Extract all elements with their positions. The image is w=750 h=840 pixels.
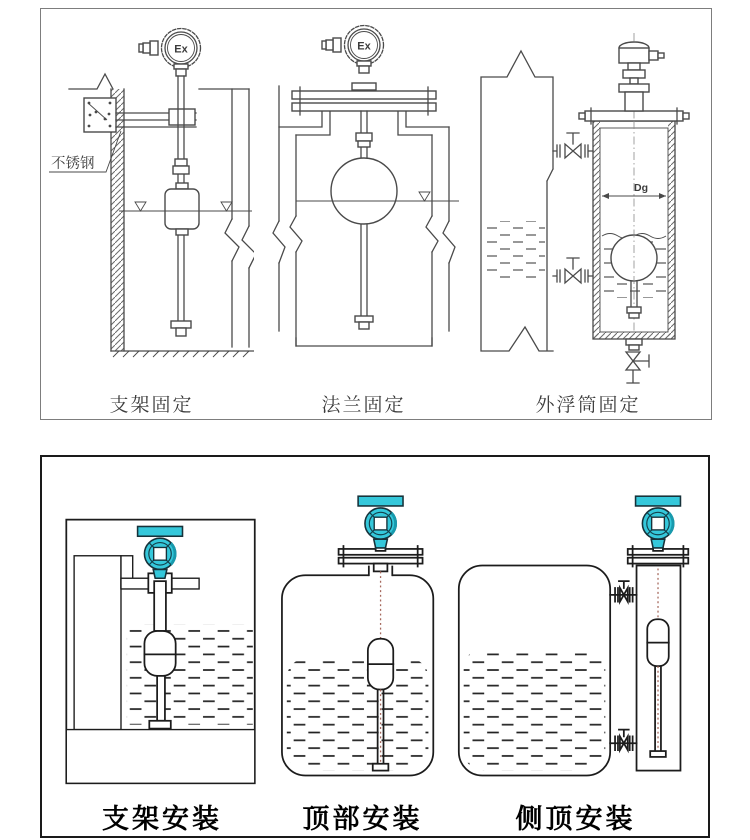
float [144, 631, 175, 676]
transmitter-head [619, 33, 664, 121]
label-ex: Ex [174, 43, 188, 56]
float [165, 189, 199, 229]
bracket-fixing-diagram [49, 21, 254, 386]
side-top-installation-diagram [453, 463, 698, 795]
caption-bracket-fixing: 支架固定 [109, 395, 194, 416]
caption-flange-fixing: 法兰固定 [321, 395, 406, 416]
drain-valve [626, 339, 649, 383]
upper-isolation-valve [553, 133, 593, 158]
caption-side-top-installation: 侧顶安装 [515, 804, 636, 834]
figure-bracket-installation [52, 463, 272, 836]
ex-transmitter-head [139, 29, 201, 77]
rod-clamp [169, 109, 195, 125]
lower-isolation-valve [553, 258, 593, 283]
water-level-symbol [419, 192, 430, 201]
bracket-installation-diagram [52, 463, 272, 795]
figure-external-chamber-fixing [473, 21, 703, 419]
tank-water [485, 221, 545, 281]
figure-bracket-fixing [49, 21, 254, 419]
external-chamber-fixing-diagram [473, 21, 703, 386]
water [464, 649, 606, 771]
label-ex: Ex [356, 40, 371, 53]
sensor-rod [154, 581, 166, 631]
caption-top-installation: 顶部安装 [302, 804, 423, 834]
rod-end-stop [650, 751, 666, 757]
water [287, 658, 429, 770]
top-installation-diagram [275, 463, 450, 795]
flange-plate [292, 91, 436, 99]
rod-end-stop [149, 721, 170, 729]
label-dg: Dg [634, 182, 648, 194]
transmitter-head [358, 496, 403, 548]
flange-fixing-diagram [264, 21, 464, 386]
caption-external-chamber-fixing: 外浮筒固定 [535, 395, 641, 416]
upper-connection-valve [610, 581, 636, 602]
figure-top-installation [275, 463, 450, 836]
lower-connection-valve [610, 730, 636, 751]
brick-floor [66, 730, 254, 784]
transmitter-head [138, 526, 183, 578]
panel-installation-methods [40, 455, 710, 838]
brick-wall [74, 556, 121, 730]
caption-bracket-installation: 支架安装 [102, 804, 222, 834]
ball-float [331, 158, 397, 224]
panel-fixing-methods [40, 8, 712, 420]
float-chamber [637, 566, 681, 771]
transmitter-head [636, 496, 681, 548]
label-stainless-steel: 不锈钢 [51, 156, 95, 172]
ex-transmitter-head [322, 26, 384, 74]
rod-end-stop [373, 764, 389, 771]
figure-side-top-installation [453, 463, 698, 836]
figure-flange-fixing [264, 21, 464, 419]
